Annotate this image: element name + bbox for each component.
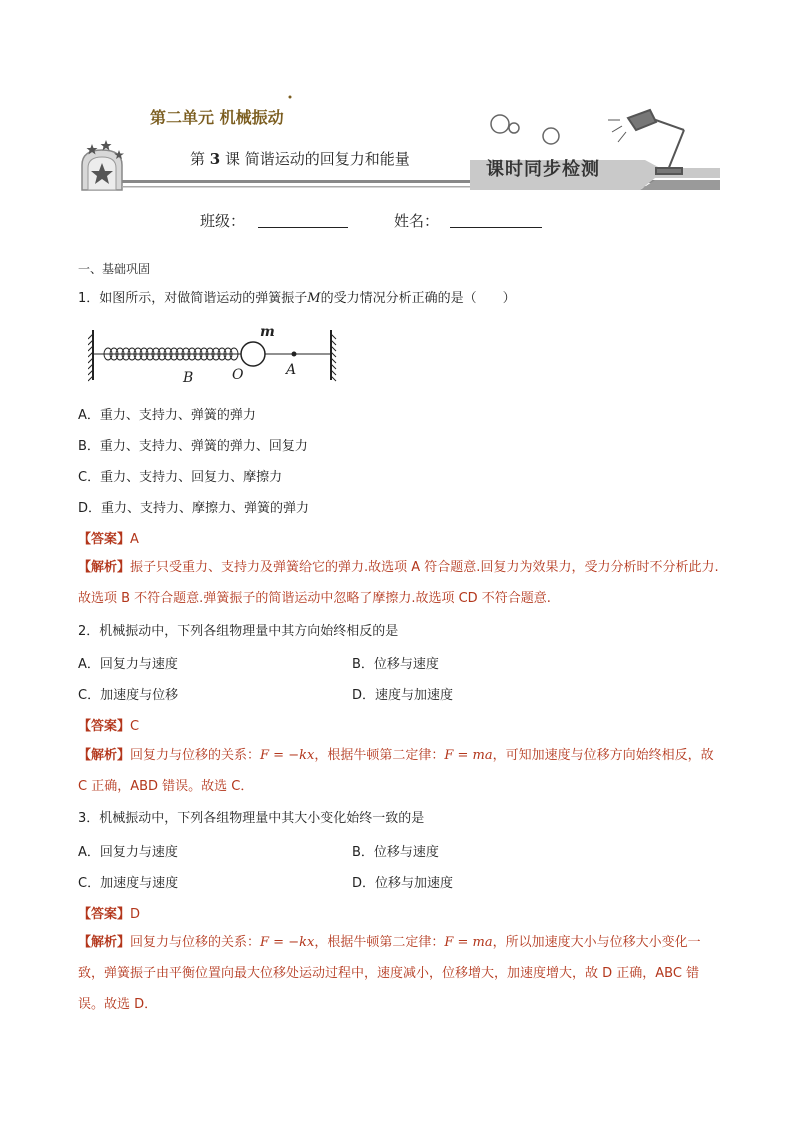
- name-label: 姓名：: [394, 212, 440, 230]
- lesson-suffix: 课 简谐运动的回复力和能量: [225, 150, 410, 168]
- header-banner: [0, 0, 794, 200]
- q3-answer: [78, 903, 140, 922]
- q2-option-a[interactable]: A．回复力与速度: [78, 657, 178, 672]
- q3-option-d[interactable]: D．位移与加速度: [352, 876, 454, 891]
- class-label: 班级：: [200, 212, 246, 230]
- q1-stem-post: 的受力情况分析正确的是（ ）: [320, 291, 516, 306]
- point-label: A: [286, 362, 297, 378]
- q3-formula-newton: F = ma: [444, 935, 493, 950]
- q3-exp-part-2: ，根据牛顿第二定律：: [314, 935, 445, 950]
- q3-exp-part-1: 回复力与位移的关系：: [130, 935, 261, 950]
- q2-exp-part-3: ，可知加速度与位移方向始终相反，故 C 正确，ABD 错误。故选 C．: [78, 748, 714, 794]
- lesson-prefix: 第: [190, 150, 206, 168]
- question-1-stem: [78, 289, 516, 309]
- q1-answer-label: 【答案】: [78, 532, 131, 547]
- q2-answer-value: C: [130, 719, 140, 734]
- q1-option-c[interactable]: C．重力、支持力、回复力、摩擦力: [78, 470, 283, 485]
- q3-explanation: [78, 927, 720, 1020]
- q1-option-a[interactable]: A．重力、支持力、弹簧的弹力: [78, 408, 256, 423]
- spring-oscillator-diagram: [88, 322, 348, 392]
- mass-label: m: [260, 324, 275, 340]
- q1-option-d[interactable]: D．重力、支持力、摩擦力、弹簧的弹力: [78, 501, 310, 516]
- point-a-dot: [292, 352, 297, 357]
- section-title: 一、基础巩固: [78, 262, 151, 276]
- lesson-title: [190, 148, 410, 169]
- q2-formula-hooke: F = −kx: [260, 748, 315, 763]
- q1-option-b[interactable]: B．重力、支持力、弹簧的弹力、回复力: [78, 439, 308, 454]
- question-3-stem: 3．机械振动中，下列各组物理量中其大小变化始终一致的是: [78, 811, 425, 826]
- lesson-number: 3: [209, 150, 221, 168]
- name-field[interactable]: [450, 227, 542, 228]
- unit-title: 第二单元 机械振动: [150, 108, 284, 127]
- q3-exp-part-3: ，所以加速度大小与位移大小变化一致，弹簧振子由平衡位置向最大位移处运动过程中，速度减小，位移增大，加速度增大，故 D 正确，ABC 错误。故选 D．: [78, 935, 701, 1012]
- q2-option-c[interactable]: C．加速度与位移: [78, 688, 179, 703]
- star-badge-icon: [82, 140, 124, 190]
- q2-option-d[interactable]: D．速度与加速度: [352, 688, 454, 703]
- q3-option-c[interactable]: C．加速度与速度: [78, 876, 179, 891]
- q2-option-b[interactable]: B．位移与速度: [352, 657, 439, 672]
- q1-explanation-text: 振子只受重力、支持力及弹簧给它的弹力.故选项 A 符合题意.回复力为效果力，受力分析时不分析此力. 故选项 B 不符合题意.弹簧振子的简谐运动中忽略了摩擦力.故选项 CD 不符合题意.: [78, 560, 719, 606]
- q3-answer-label: 【答案】: [78, 907, 131, 922]
- q2-answer-label: 【答案】: [78, 719, 131, 734]
- bubbles-icon: [491, 115, 559, 144]
- q1-explanation: [78, 552, 720, 614]
- q3-option-a[interactable]: A．回复力与速度: [78, 845, 178, 860]
- q1-answer-value: A: [130, 532, 139, 547]
- q3-answer-value: D: [130, 907, 141, 922]
- question-2-stem: 2．机械振动中，下列各组物理量中其方向始终相反的是: [78, 624, 399, 639]
- brand-title: 课时同步检测: [486, 159, 600, 180]
- q2-answer: [78, 715, 139, 734]
- origin-label: O: [232, 367, 244, 383]
- q2-explanation: [78, 740, 720, 802]
- q2-exp-part-1: 回复力与位移的关系：: [130, 748, 261, 763]
- q2-formula-newton: F = ma: [444, 748, 493, 763]
- mass-ball: [241, 342, 265, 366]
- q2-exp-part-2: ，根据牛顿第二定律：: [314, 748, 445, 763]
- class-field[interactable]: [258, 227, 348, 228]
- q1-answer: [78, 528, 139, 547]
- q2-explanation-label: 【解析】: [78, 748, 131, 763]
- q1-stem-pre: 1．如图所示，对做简谐运动的弹簧振子: [78, 291, 308, 306]
- q3-option-b[interactable]: B．位移与速度: [352, 845, 439, 860]
- q3-formula-hooke: F = −kx: [260, 935, 315, 950]
- q1-stem-var: M: [307, 291, 321, 306]
- q3-explanation-label: 【解析】: [78, 935, 131, 950]
- spring-label: B: [183, 370, 194, 386]
- q1-explanation-label: 【解析】: [78, 560, 131, 575]
